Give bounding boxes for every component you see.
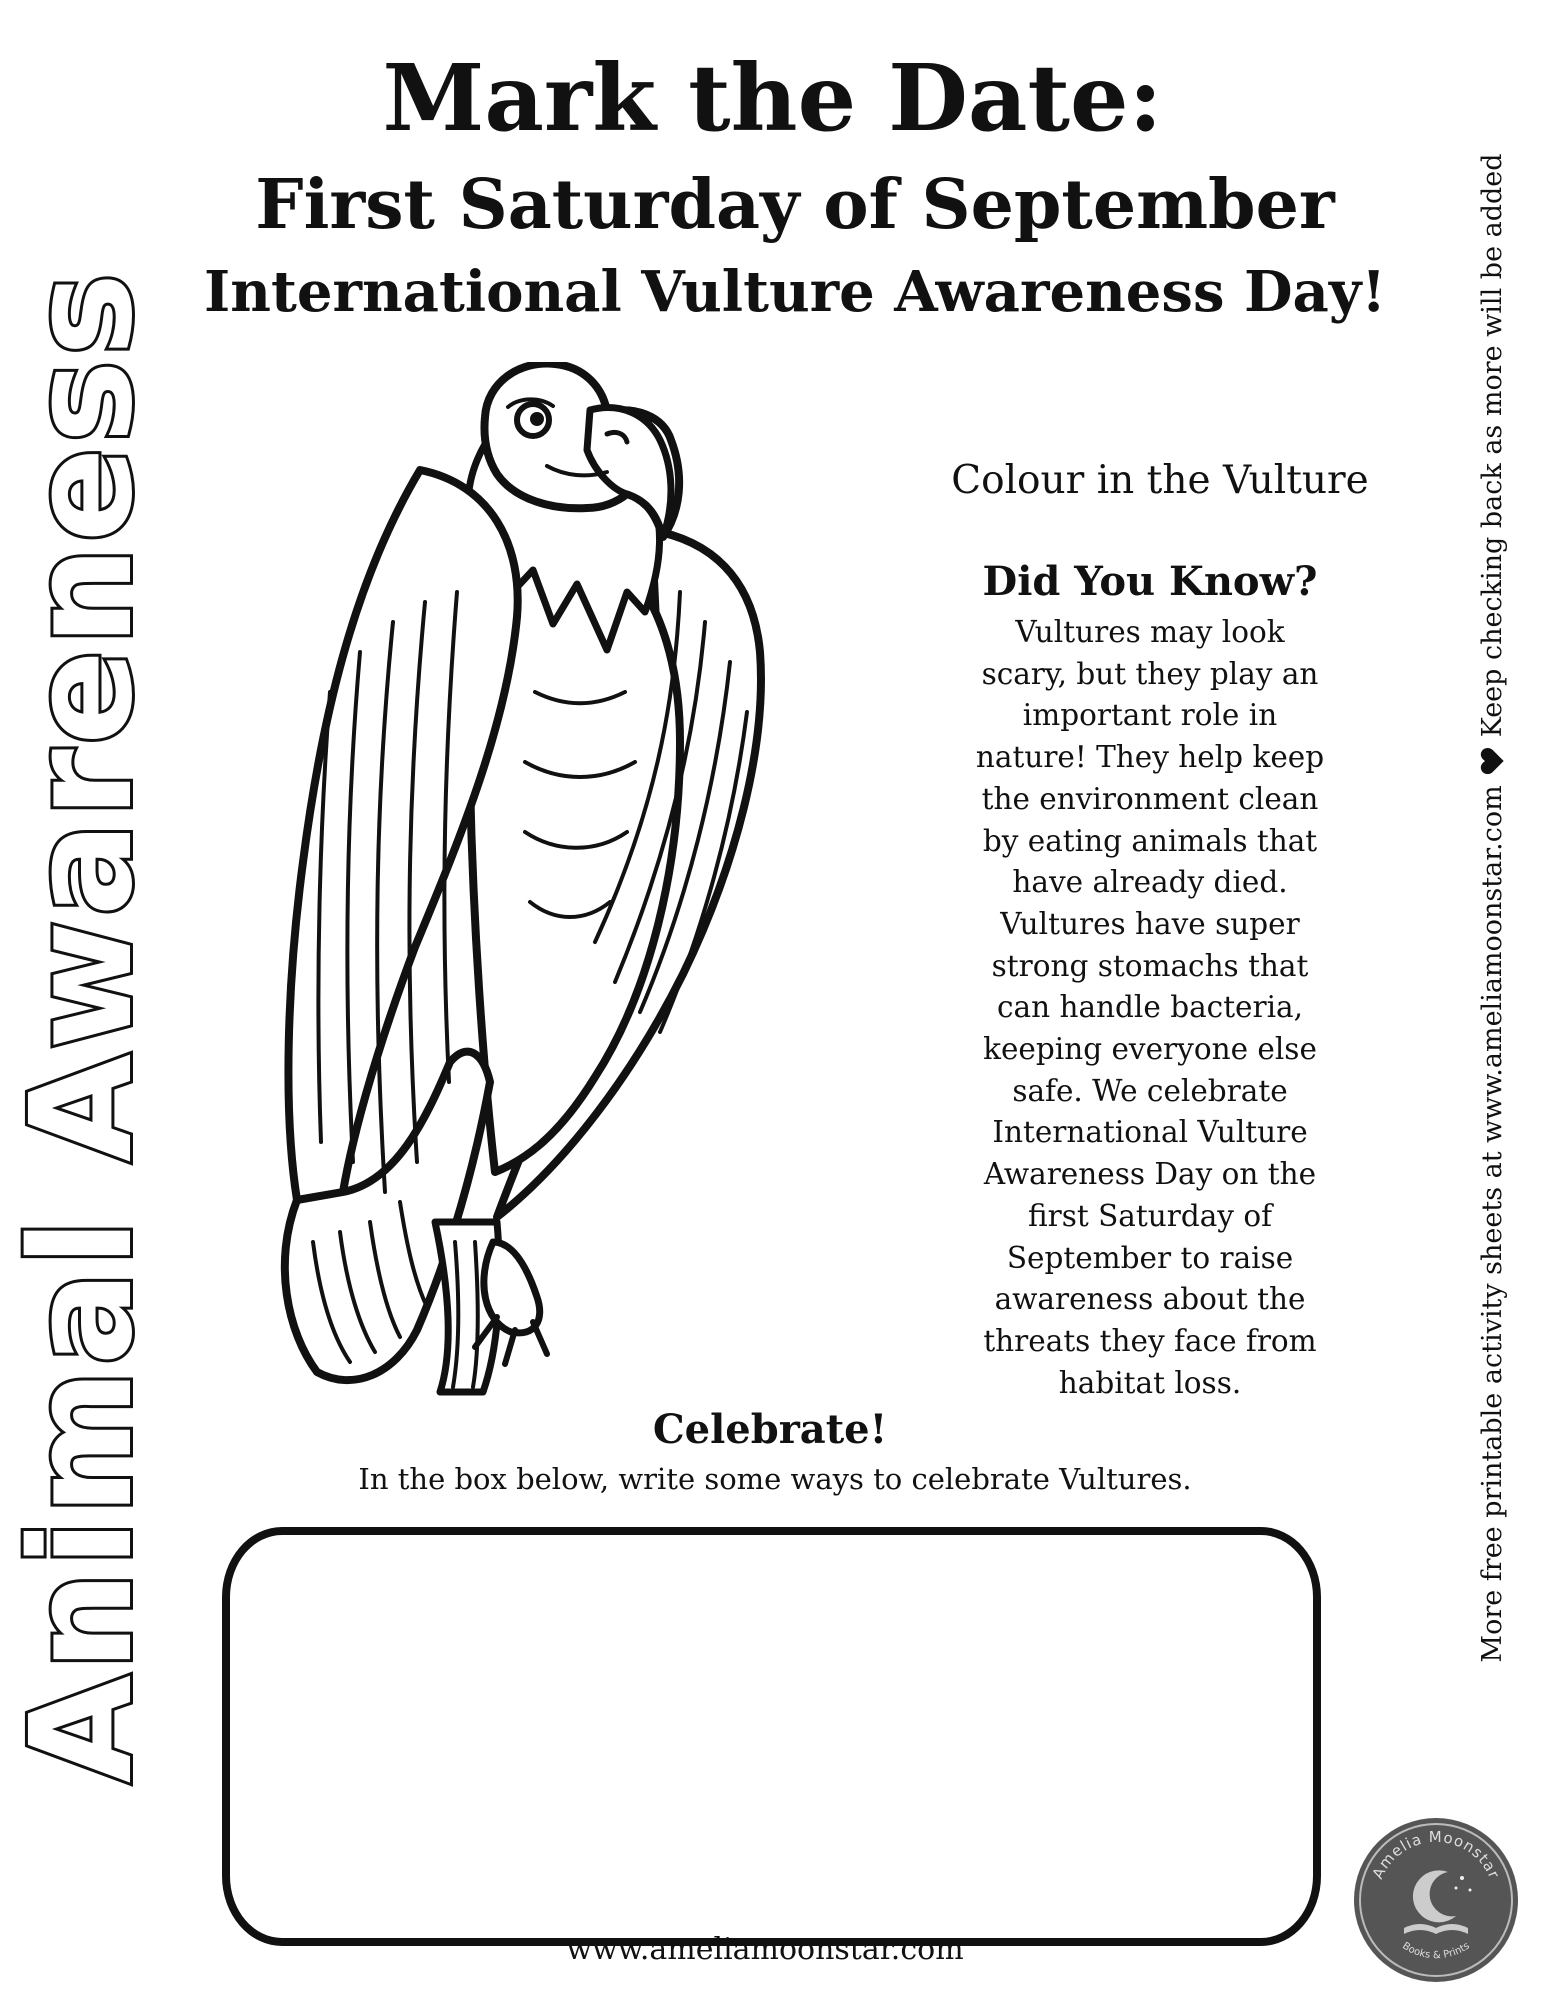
vulture-illustration bbox=[235, 362, 875, 1402]
writing-box[interactable] bbox=[222, 1527, 1321, 1946]
fact-line: by eating animals that bbox=[982, 823, 1318, 858]
celebrate-instruction: In the box below, write some ways to celebrate Vultures. bbox=[358, 1462, 1192, 1496]
side-note-reminder: Keep checking back as more will be added bbox=[1476, 153, 1508, 738]
svg-text:Amelia Moonstar: Amelia Moonstar bbox=[1368, 1827, 1504, 1882]
side-note bbox=[1472, 58, 1512, 1758]
did-you-know-text bbox=[950, 612, 1350, 1404]
fact-line: nature! They help keep bbox=[975, 740, 1325, 775]
side-note-website: More free printable activity sheets at www.ameliamoonstar.com bbox=[1476, 785, 1508, 1663]
fact-line: threats they face from bbox=[983, 1323, 1317, 1358]
event-name: International Vulture Awareness Day! bbox=[204, 259, 1386, 325]
did-you-know-heading: Did You Know? bbox=[982, 558, 1318, 605]
colouring-instruction: Colour in the Vulture bbox=[951, 458, 1369, 503]
fact-line: awareness about the bbox=[994, 1282, 1306, 1317]
svg-text:Books & Prints: Books & Prints bbox=[1400, 1940, 1472, 1962]
celebrate-heading: Celebrate! bbox=[652, 1406, 888, 1453]
fact-line: September to raise bbox=[1006, 1240, 1294, 1275]
fact-line: safe. We celebrate bbox=[1012, 1073, 1288, 1108]
fact-line: Vultures have super bbox=[1000, 906, 1300, 941]
footer-website-url[interactable]: www.ameliamoonstar.com bbox=[566, 1932, 964, 1967]
fact-line: keeping everyone else bbox=[983, 1032, 1317, 1067]
fact-line: the environment clean bbox=[981, 781, 1319, 816]
fact-line: strong stomachs that bbox=[991, 948, 1309, 983]
animal-awareness-vertical-title: Animal Awareness bbox=[0, 268, 164, 1784]
fact-line: can handle bacteria, bbox=[996, 990, 1304, 1025]
fact-line: Awareness Day on the bbox=[983, 1157, 1317, 1192]
heart-icon bbox=[1479, 747, 1505, 775]
page-title: Mark the Date: bbox=[382, 44, 1163, 152]
fact-line: habitat loss. bbox=[1058, 1365, 1242, 1400]
fact-line: International Vulture bbox=[992, 1115, 1308, 1150]
fact-line: first Saturday of bbox=[1027, 1198, 1273, 1233]
event-date: First Saturday of September bbox=[255, 165, 1335, 245]
fact-line: important role in bbox=[1022, 698, 1278, 733]
fact-line: Vultures may look bbox=[1015, 615, 1285, 649]
fact-line: scary, but they play an bbox=[981, 656, 1319, 691]
fact-line: have already died. bbox=[1012, 865, 1288, 900]
